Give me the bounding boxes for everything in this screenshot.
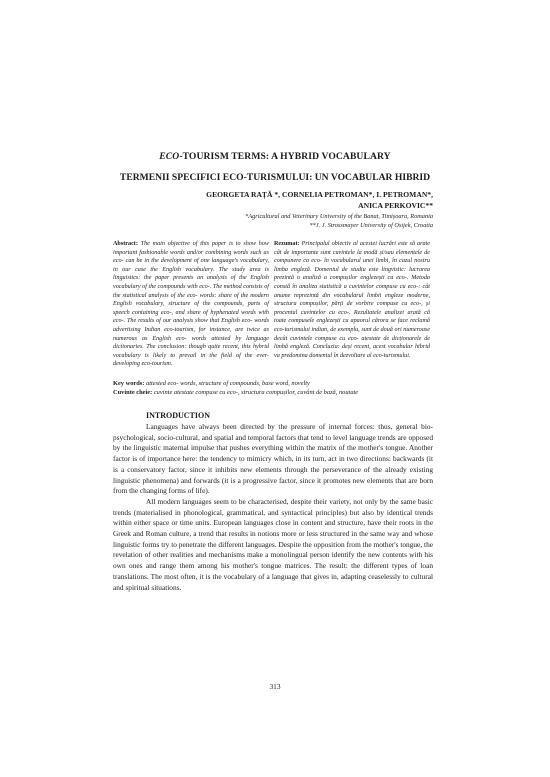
affiliation-1: *Agricultural and Veterinary University of the Banat, Timișoara, Romania xyxy=(245,213,433,220)
affiliation-2: **J. J. Strossmayer University of Osijek, Croatia xyxy=(309,221,433,229)
rezumat-text: Principalul obiectiv al acestei lucrări este să arate cât de importante sunt cuvintele la modă și/sau elementele de compunere ca eco- în vocabularul unei limbi, în cazul nostru limba engleză. Domeniul de studiu este lingvistic: lucrarea prezintă o analiză a compușilor englezești cu eco-. Metoda constă în analiza statistică a cuvintelor compuse cu eco-: cât anume reprezintă din vocabularul limbii engleze moderne, structura compușilor, părți de vorbire compuse cu eco-, și procentul cuvintelor cu eco-. Rezultatele analizei arată că toate compusele englezești cu apaorul cărora se face reclamă eco-turismului indian, de exemplu, sunt de două ori numeroase decât cuvintele compuse cu eco- atestate de dicționarele de limbă engleză. Concluzia: deși recent, acest vocabular hibrid va predomina domeniul în dezvoltare al eco-turismului. xyxy=(274,241,430,359)
title-main-part: -TOURISM TERMS: A HYBRID VOCABULARY xyxy=(179,151,391,162)
keywords-english xyxy=(113,380,433,389)
affiliations xyxy=(150,213,433,230)
keywords-romanian xyxy=(113,389,433,398)
introduction-body xyxy=(113,422,433,593)
abstract-english xyxy=(113,240,269,369)
keywords-label: Key words: xyxy=(113,380,145,387)
cuvinte-cheie-label: Cuvinte cheie: xyxy=(113,388,153,396)
author-list: GEORGETA RAȚĂ *, CORNELIA PETROMAN*, I. PETROMAN*, ANICA PERKOVIC** xyxy=(206,190,433,210)
abstract-label: Abstract: xyxy=(113,241,138,247)
title-italic-part: ECO xyxy=(159,151,180,162)
section-heading-introduction: INTRODUCTION xyxy=(146,411,211,420)
paper-title-romanian: TERMENII SPECIFICI ECO-TURISMULUI: UN VOCABULAR HIBRID xyxy=(119,172,431,183)
cuvinte-cheie-text: cuvinte atestate compuse cu eco-, structura compușilor, cuvânt de bază, noutate xyxy=(153,388,359,396)
rezumat-label: Rezumat: xyxy=(274,241,300,247)
paper-title xyxy=(0,151,550,162)
page-number: 313 xyxy=(269,682,281,691)
abstract-text: The main objective of this paper is to show how important fashionable words and/or combining words such as eco- can be in the development of one language's vocabulary, in our case the English vocabulary. The study area is linguistics: the paper presents an analysis of the English vocabulary of the compounds with eco-. The method consists of the statistical analysis of the eco- words: share of the modern English vocabulary, structure of the compounds, parts of speech containing eco-, and share of hyphenated words with eco-. The results of our analysis show that English eco- words advertising Indian eco-tourism, for instance, are twice as numerous as English eco- words attested by language dictionaries. The conclusion: though quite recent, this hybrid vocabulary is likely to prevail in the field of the ever-developing eco-tourism. xyxy=(113,241,269,368)
keywords-text: attested eco- words, structure of compounds, base word, novelty xyxy=(146,380,310,387)
body-paragraph: Languages have always been directed by the pressure of internal forces: thus, general bio-psychological, socio-cultural, and spatial and temporal factors that tend to level language trends are opposed by the linguistic maternal impulse that pushes everything within the matrix of the mother's tongue. Another factor is of importance here: the tendency to mimicry which, in its turn, act in two directions: backwards (it is a conservatory factor, since it inhibits new elements through the perseverance of the already existing linguistic phenomena) and forwards (it is a progressive factor, since it promotes new elements that are born from the changing forms of life). xyxy=(113,422,433,496)
abstract-romanian xyxy=(274,240,430,360)
keywords-block xyxy=(113,380,433,397)
body-paragraph: All modern languages seem to be characterised, despite their variety, not only by the same basic trends (materialised in phonological, grammatical, and syntactical principles) but also by identical trends within either space or time units. European languages close in content and structure, have their roots in the Greek and Roman culture, a trend that results in notions more or less structured in the same way and whose linguistic forms try to penetrate the different languages. Despite the opposition from the mother's tongue, the revelation of other realities and mechanisms make a monolingual person identify the new contents with his own ones and range them among his mother's tongue matrices. The result: the different types of loan translations. The most often, it is the vocabulary of a language that gives in, adapting ceaselessly to cultural and spiritual situations. xyxy=(113,496,433,592)
